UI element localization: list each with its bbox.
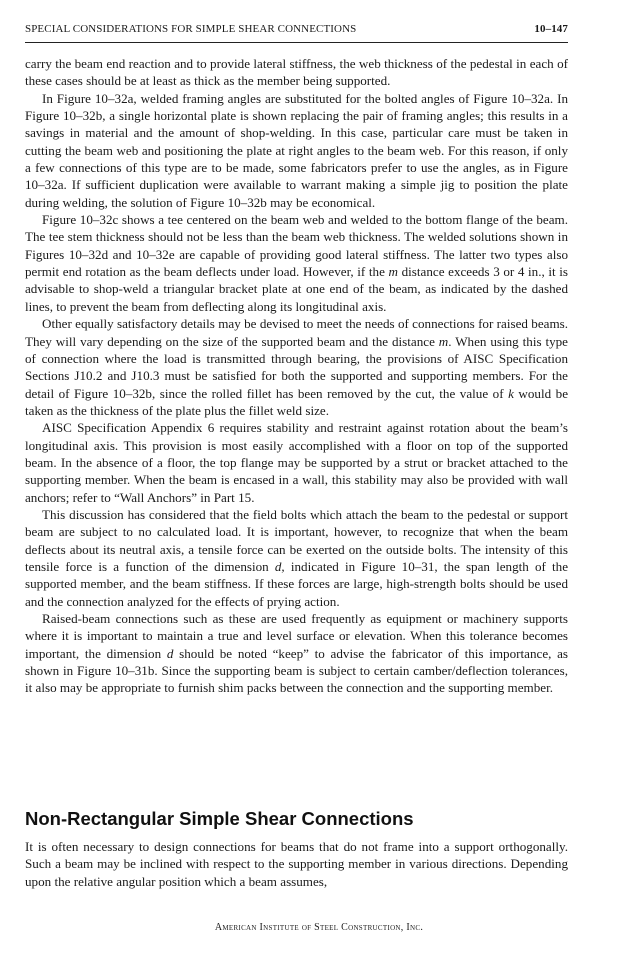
paragraph-1: carry the beam end reaction and to provide lateral stiffness, the web thickness of the pedestal in each of these cases should be at least as thick as the member being supported. [25,56,568,89]
paragraph-3: Figure 10–32c shows a tee centered on the beam web and welded to the bottom flange of the beam. The tee stem thickness should not be less than the beam web thickness. The welded solutions shown in Figures 10–32d and 10–32e are capable of providing good lateral stiffness. The latter two types also permit end rotation as the beam deflects under load. However, if the m distance exceeds 3 or 4 in., it is advisable to shop-weld a triangular bracket plate at one end of the beam, as indicated by the dashed lines, to prevent the beam from deflecting along its longitudinal axis. [25,212,569,314]
section-paragraph-1: It is often necessary to design connections for beams that do not frame into a support orthogonally. Such a beam may be inclined with respect to the supporting member in various directions. Depending upon the relative angular position which a beam assumes, [25,839,568,889]
paragraph-6: This discussion has considered that the field bolts which attach the beam to the pedestal or support beam are subject to no calculated load. It is important, however, to recognize that when the beam deflects about its neutral axis, a tensile force can be exerted on the outside bolts. The intensity of this tensile force is a function of the dimension d, indicated in Figure 10–31, the span length of the supported member, and the beam stiffness. If these forces are large, high-strength bolts should be used and the connection analyzed for the effects of prying action. [25,506,569,609]
body-text [25,55,568,697]
paragraph-5: AISC Specification Appendix 6 requires stability and restraint against rotation about the beam’s longitudinal axis. This provision is most easily accomplished with a floor on top of the supported beam. In the absence of a floor, the top flange may be supported by a strut or bracket attached to the supporting member. When the beam is encased in a wall, this stability may also be provided with wall anchors; refer to “Wall Anchors” in Part 15. [25,420,568,505]
paragraph-2: In Figure 10–32a, welded framing angles are substituted for the bolted angles of Figure 10–32a. In Figure 10–32b, a single horizontal plate is shown replacing the pair of framing angles; this results in a savings in material and the amount of shop-welding. In this case, particular care must be taken in cutting the beam web and positioning the plate at right angles to the beam web. For this reason, if only a few connections of this type are to be made, some fabricators prefer to use the angles, as in Figure 10–32a. If sufficient duplication were available to warrant making a simple jig to position the plate during welding, the solution of Figure 10–32b may be economical. [25,90,568,210]
running-title: SPECIAL CONSIDERATIONS FOR SIMPLE SHEAR CONNECTIONS [25,23,357,35]
section-heading: Non-Rectangular Simple Shear Connections [25,808,414,829]
page-number: 10–147 [534,23,568,35]
section-body-text [25,838,568,890]
paragraph-7: Raised-beam connections such as these are used frequently as equipment or machinery supports where it is important to maintain a true and level surface or elevation. When this tolerance becomes important, the dimension d should be noted “keep” to advise the fabricator of this importance, as shown in Figure 10–31b. Since the supporting beam is subject to certain camber/deflection tolerances, it also may be appropriate to furnish shim packs between the connection and the supporting member. [25,611,569,696]
paragraph-4: Other equally satisfactory details may be devised to meet the needs of connections for raised beams. They will vary depending on the size of the supported beam and the distance m. When using this type of connection where the load is transmitted through bearing, the provisions of AISC Specification Sections J10.2 and J10.3 must be satisfied for both the supported and supporting members. For the detail of Figure 10–32b, since the rolled fillet has been removed by the cut, the value of k would be taken as the thickness of the plate plus the fillet weld size. [25,316,569,418]
header-rule [25,42,568,43]
page-footer: American Institute of Steel Construction, Inc. [214,922,424,933]
running-header [25,22,568,36]
